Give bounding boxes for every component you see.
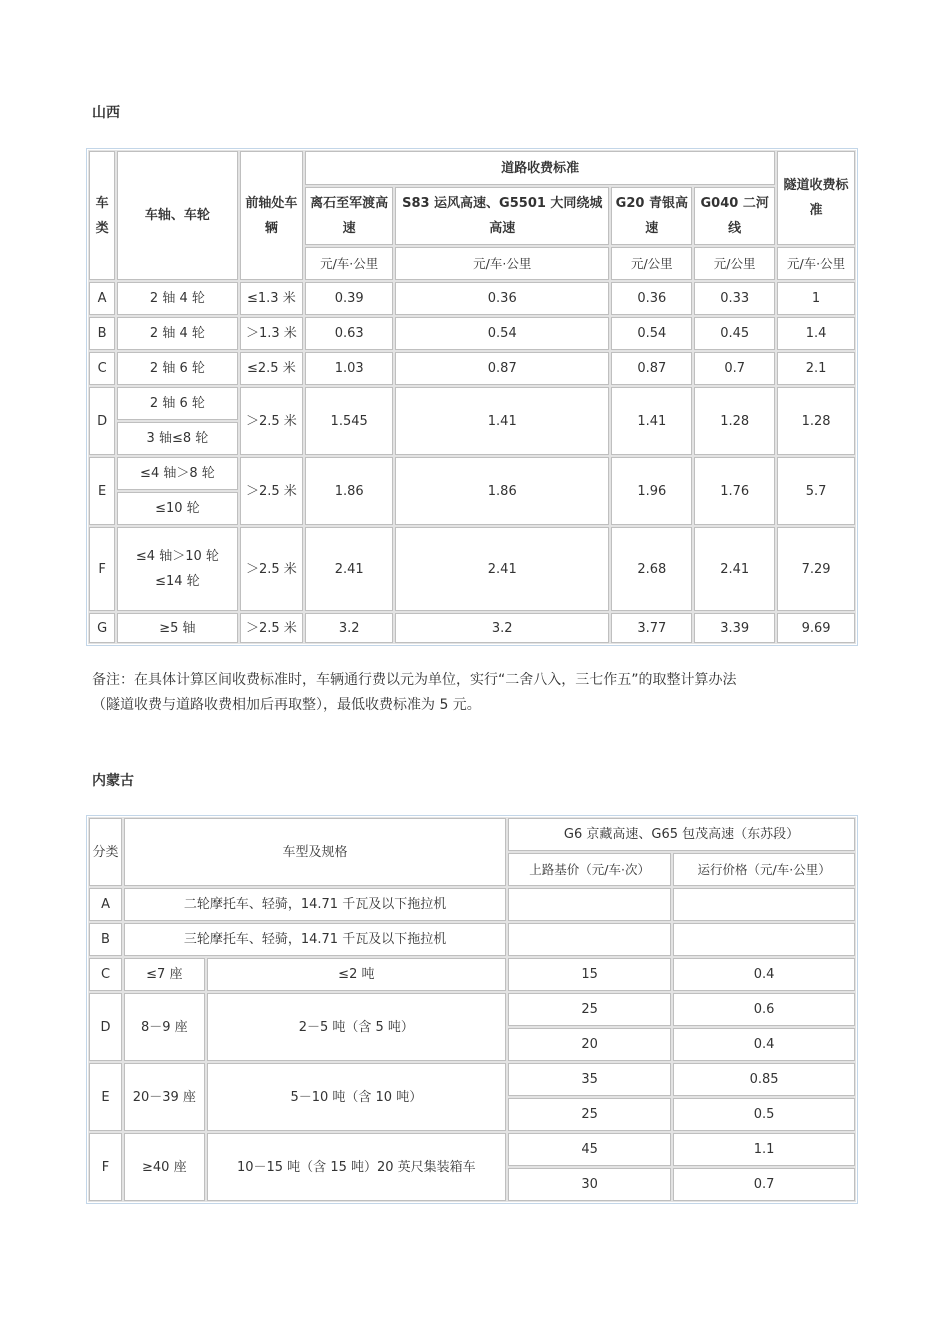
cell-value: 1.86 [305, 457, 393, 525]
cell-front: ≤1.3 米 [240, 282, 304, 315]
cell-value: 0.87 [611, 352, 692, 385]
cell-base: 25 [508, 1098, 671, 1131]
header-road: 道路收费标准 [305, 151, 775, 185]
cell-front: ＞2.5 米 [240, 457, 304, 525]
cell-value: 2.68 [611, 527, 692, 611]
cell-class: D [89, 387, 115, 455]
header-road-4: G040 二河线 [694, 187, 775, 245]
cell-rate: 1.1 [673, 1133, 855, 1166]
cell-front: ＞1.3 米 [240, 317, 304, 350]
cell-base: 30 [508, 1168, 671, 1201]
table-row [89, 457, 855, 490]
cell-spec: 三轮摩托车、轻骑，14.71 千瓦及以下拖拉机 [124, 923, 506, 956]
header-road: G6 京藏高速、G65 包茂高速（东苏段） [508, 818, 855, 851]
table-row [89, 282, 855, 315]
cell-value: 2.41 [694, 527, 775, 611]
cell-value: 0.45 [694, 317, 775, 350]
cell-class: F [89, 527, 115, 611]
cell-base: 15 [508, 958, 671, 991]
cell-empty [673, 923, 855, 956]
cell-ton: 5－10 吨（含 10 吨） [207, 1063, 506, 1131]
cell-class: F [89, 1133, 122, 1201]
cell-class: B [89, 923, 122, 956]
cell-class: E [89, 457, 115, 525]
cell-value: 0.33 [694, 282, 775, 315]
table-row [89, 352, 855, 385]
table-row [89, 923, 855, 956]
cell-value: 1.41 [395, 387, 609, 455]
shanxi-note [92, 668, 862, 718]
section-title-neimenggu: 内蒙古 [92, 773, 134, 789]
header-road-2: S83 运风高速、G5501 大同绕城高速 [395, 187, 609, 245]
cell-seat: ≥40 座 [124, 1133, 205, 1201]
cell-value: 0.36 [611, 282, 692, 315]
cell-seat: ≤7 座 [124, 958, 205, 991]
header-axle: 车轴、车轮 [117, 151, 237, 280]
cell-value: 2.41 [305, 527, 393, 611]
cell-value: 1.41 [611, 387, 692, 455]
cell-seat: 20－39 座 [124, 1063, 205, 1131]
table-row [89, 527, 855, 611]
cell-front: ＞2.5 米 [240, 527, 304, 611]
table-row [89, 317, 855, 350]
cell-rate: 0.4 [673, 958, 855, 991]
cell-class: A [89, 888, 122, 921]
cell-class: E [89, 1063, 122, 1131]
cell-value: 0.36 [395, 282, 609, 315]
header-unit-3: 元/公里 [611, 247, 692, 280]
cell-class: G [89, 613, 115, 643]
cell-empty [508, 888, 671, 921]
table-row [89, 613, 855, 643]
cell-value: 1.545 [305, 387, 393, 455]
cell-value: 7.29 [777, 527, 855, 611]
cell-base: 25 [508, 993, 671, 1026]
header-unit-5: 元/车·公里 [777, 247, 855, 280]
header-unit-1: 元/车·公里 [305, 247, 393, 280]
header-class: 分类 [89, 818, 122, 886]
cell-class: B [89, 317, 115, 350]
table-row [89, 958, 855, 991]
table-row [89, 888, 855, 921]
cell-value: 1 [777, 282, 855, 315]
note-line-1: 备注：在具体计算区间收费标准时，车辆通行费以元为单位，实行“二舍八入，三七作五”的取整计算办法 [92, 672, 737, 688]
header-rate: 运行价格（元/车·公里） [673, 853, 855, 886]
cell-value: 1.03 [305, 352, 393, 385]
cell-empty [673, 888, 855, 921]
cell-rate: 0.7 [673, 1168, 855, 1201]
cell-class: C [89, 352, 115, 385]
cell-class: C [89, 958, 122, 991]
cell-ton: ≤2 吨 [207, 958, 506, 991]
cell-value: 3.2 [305, 613, 393, 643]
cell-base: 45 [508, 1133, 671, 1166]
cell-seat: 8－9 座 [124, 993, 205, 1061]
cell-axle: ≤10 轮 [117, 492, 237, 525]
cell-axle: ≤4 轴＞8 轮 [117, 457, 237, 490]
section-title-shanxi: 山西 [92, 105, 120, 121]
cell-value: 1.28 [694, 387, 775, 455]
cell-value: 2.1 [777, 352, 855, 385]
header-unit-2: 元/车·公里 [395, 247, 609, 280]
cell-base: 20 [508, 1028, 671, 1061]
cell-value: 1.86 [395, 457, 609, 525]
header-class: 车类 [89, 151, 115, 280]
cell-value: 5.7 [777, 457, 855, 525]
cell-value: 0.54 [395, 317, 609, 350]
table-row [89, 387, 855, 420]
cell-rate: 0.5 [673, 1098, 855, 1131]
header-unit-4: 元/公里 [694, 247, 775, 280]
table-row [89, 1063, 855, 1096]
cell-axle: 2 轴 6 轮 [117, 352, 237, 385]
cell-ton: 2－5 吨（含 5 吨） [207, 993, 506, 1061]
table-row [89, 993, 855, 1026]
cell-axle: 3 轴≤8 轮 [117, 422, 237, 455]
cell-front: ＞2.5 米 [240, 613, 304, 643]
cell-axle: 2 轴 4 轮 [117, 282, 237, 315]
cell-value: 0.63 [305, 317, 393, 350]
cell-axle: 2 轴 6 轮 [117, 387, 237, 420]
cell-value: 3.2 [395, 613, 609, 643]
note-line-2: （隧道收费与道路收费相加后再取整），最低收费标准为 5 元。 [92, 697, 481, 713]
cell-value: 1.76 [694, 457, 775, 525]
cell-axle-line2: ≤14 轮 [155, 574, 200, 589]
cell-class: A [89, 282, 115, 315]
header-type: 车型及规格 [124, 818, 506, 886]
cell-value: 0.39 [305, 282, 393, 315]
cell-value: 1.4 [777, 317, 855, 350]
header-road-3: G20 青银高速 [611, 187, 692, 245]
cell-front: ＞2.5 米 [240, 387, 304, 455]
cell-value: 2.41 [395, 527, 609, 611]
cell-ton: 10－15 吨（含 15 吨）20 英尺集装箱车 [207, 1133, 506, 1201]
cell-axle: ≥5 轴 [117, 613, 237, 643]
table-row [89, 1133, 855, 1166]
cell-value: 0.54 [611, 317, 692, 350]
cell-class: D [89, 993, 122, 1061]
shanxi-toll-table [86, 148, 858, 646]
header-tunnel: 隧道收费标准 [777, 151, 855, 245]
cell-front: ≤2.5 米 [240, 352, 304, 385]
cell-axle-line1: ≤4 轴＞10 轮 [135, 549, 219, 564]
cell-base: 35 [508, 1063, 671, 1096]
header-base: 上路基价（元/车·次） [508, 853, 671, 886]
cell-spec: 二轮摩托车、轻骑，14.71 千瓦及以下拖拉机 [124, 888, 506, 921]
cell-rate: 0.85 [673, 1063, 855, 1096]
header-front: 前轴处车辆 [240, 151, 304, 280]
cell-value: 1.96 [611, 457, 692, 525]
cell-value: 0.7 [694, 352, 775, 385]
cell-rate: 0.4 [673, 1028, 855, 1061]
cell-axle: 2 轴 4 轮 [117, 317, 237, 350]
header-road-1: 离石至军渡高速 [305, 187, 393, 245]
cell-value: 3.39 [694, 613, 775, 643]
cell-axle [117, 527, 237, 611]
cell-value: 9.69 [777, 613, 855, 643]
cell-rate: 0.6 [673, 993, 855, 1026]
neimenggu-toll-table [86, 815, 858, 1204]
cell-empty [508, 923, 671, 956]
cell-value: 3.77 [611, 613, 692, 643]
cell-value: 1.28 [777, 387, 855, 455]
cell-value: 0.87 [395, 352, 609, 385]
